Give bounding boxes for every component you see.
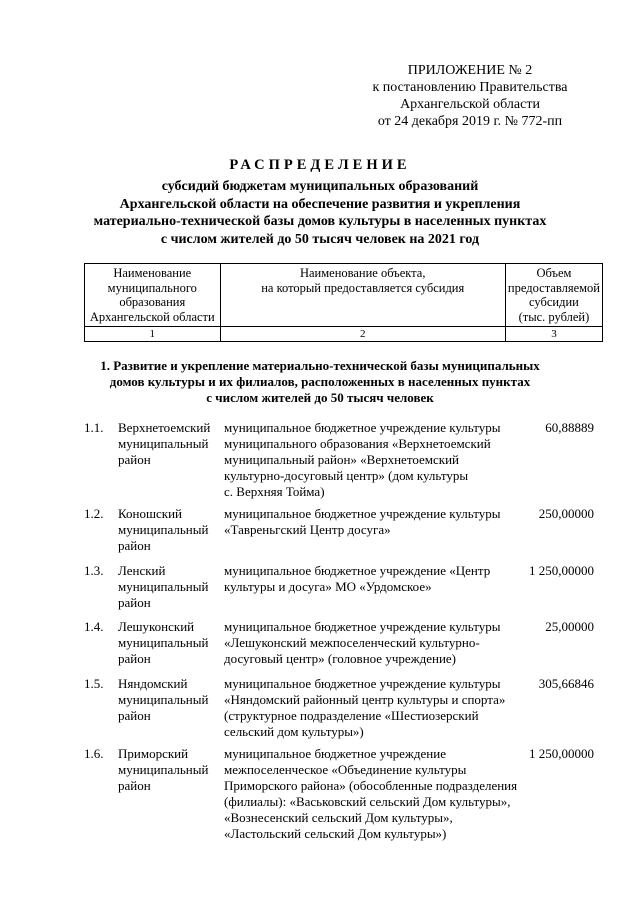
subtitle-line: Архангельской области на обеспечение развития и укрепления	[119, 196, 521, 212]
row-number: 1.5.	[84, 676, 104, 691]
subtitle-line: материально-технической базы домов культуры в населенных пунктах	[93, 214, 547, 229]
row-object: муниципальное бюджетное учреждение «Центр культуры и досуга» МО «Урдомское»	[224, 563, 491, 594]
section-line: с числом жителей до 50 тысяч человек	[206, 390, 434, 405]
subtitle-line: с числом жителей до 50 тысяч человек на 2021 год	[160, 231, 480, 247]
row-object: муниципальное бюджетное учреждение культуры «Лешуконский межпоселенческий культурно- досуговый центр» (головное учреждение)	[224, 619, 501, 666]
row-municipality: Няндомский муниципальный район	[118, 676, 209, 723]
row-number: 1.3.	[84, 563, 104, 578]
row-amount: 305,66846	[538, 676, 594, 691]
header-object: Наименование объекта, на который предоставляется субсидия	[220, 264, 505, 327]
row-object: муниципальное бюджетное учреждение культуры «Тавреньгский Центр досуга»	[224, 506, 501, 537]
row-object: муниципальное бюджетное учреждение межпоселенческое «Объединение культуры Приморского района» (обособленные подразделения (филиалы): «Васьковский сельский Дом культуры», «Вознесенский сельский Дом культуры», «Ластольский сельский Дом культуры»)	[224, 746, 518, 841]
appendix-line: ПРИЛОЖЕНИЕ № 2	[407, 63, 533, 78]
appendix-header	[340, 62, 600, 130]
table-header	[84, 263, 603, 342]
column-number: 1	[85, 327, 221, 342]
row-number: 1.1.	[84, 420, 104, 435]
row-amount: 1 250,00000	[529, 563, 594, 578]
appendix-line: от 24 декабря 2019 г. № 772-пп	[377, 114, 563, 129]
row-municipality: Приморский муниципальный район	[118, 746, 209, 793]
subtitle-line: субсидий бюджетам муниципальных образований	[161, 179, 479, 194]
row-amount: 25,00000	[545, 619, 594, 634]
row-municipality: Верхнетоемский муниципальный район	[118, 420, 211, 467]
row-municipality: Коношский муниципальный район	[118, 506, 209, 553]
row-object: муниципальное бюджетное учреждение культуры «Няндомский районный центр культуры и спорта» (структурное подразделение «Шестиозерский сельский дом культуры»)	[224, 676, 506, 739]
row-municipality: Лешуконский муниципальный район	[118, 619, 209, 666]
appendix-line: Архангельской области	[400, 97, 540, 112]
row-municipality: Ленский муниципальный район	[118, 563, 209, 610]
section-line: 1. Развитие и укрепление материально-технической базы муниципальных	[100, 358, 540, 373]
section-heading	[60, 358, 580, 406]
header-municipality: Наименование муниципального образования Архангельской области	[85, 264, 221, 327]
column-number: 2	[220, 327, 505, 342]
row-amount: 250,00000	[538, 506, 594, 521]
row-number: 1.2.	[84, 506, 104, 521]
appendix-line: к постановлению Правительства	[372, 80, 568, 95]
section-line: домов культуры и их филиалов, расположенных в населенных пунктах	[109, 374, 531, 389]
header-amount: Объем предоставляемой субсидии (тыс. рублей)	[505, 264, 602, 327]
row-number: 1.4.	[84, 619, 104, 634]
row-number: 1.6.	[84, 746, 104, 761]
row-amount: 1 250,00000	[529, 746, 594, 761]
row-amount: 60,88889	[545, 420, 594, 435]
column-number: 3	[505, 327, 602, 342]
document-subtitle	[60, 178, 580, 248]
column-number-row	[85, 327, 603, 342]
header-row	[85, 264, 603, 327]
row-object: муниципальное бюджетное учреждение культуры муниципального образования «Верхнетоемский муниципальный район» «Верхнетоемский культурно-досуговый центр» (дом культуры с. Верхняя Тойма)	[224, 420, 501, 499]
document-title: РАСПРЕДЕЛЕНИЕ	[229, 157, 411, 173]
